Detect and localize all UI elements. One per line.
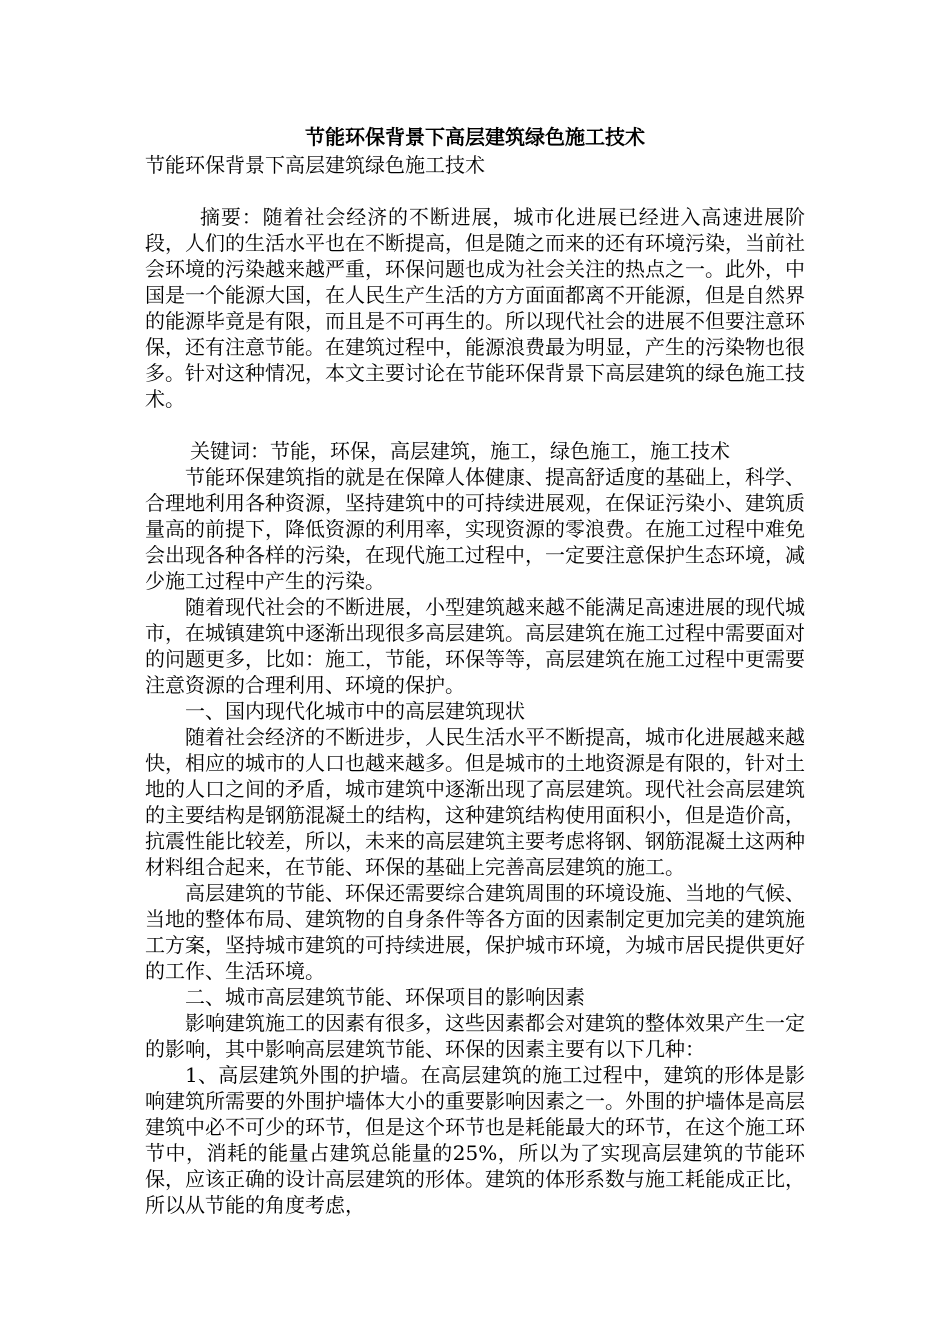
body-paragraph: 随着社会经济的不断进步，人民生活水平不断提高，城市化进展越来越快，相应的城市的人口也越来越多。但是城市的土地资源是有限的，针对土地的人口之间的矛盾，城市建筑中逐渐出现了高层建筑。现代社会高层建筑的主要结构是钢筋混凝土的结构，这种建筑结构使用面积小，但是造价高，抗震性能比较差，所以，未来的高层建筑主要考虑将钢、钢筋混凝土这两种材料组合起来，在节能、环保的基础上完善高层建筑的施工。	[145, 725, 805, 879]
body-paragraph: 节能环保建筑指的就是在保障人体健康、提高舒适度的基础上，科学、合理地利用各种资源，坚持建筑中的可持续进展观，在保证污染小、建筑质量高的前提下，降低资源的利用率，实现资源的零浪费。在施工过程中难免会出现各种各样的污染，在现代施工过程中，一定要注意保护生态环境，减少施工过程中产生的污染。	[145, 465, 805, 593]
body-paragraph: 影响建筑施工的因素有很多，这些因素都会对建筑的整体效果产生一定的影响，其中影响高层建筑节能、环保的因素主要有以下几种：	[145, 1011, 805, 1061]
document-page	[145, 122, 805, 1218]
section-heading: 二、城市高层建筑节能、环保项目的影响因素	[185, 985, 585, 1009]
abstract-paragraph: 摘要：随着社会经济的不断进展，城市化进展已经进入高速进展阶段，人们的生活水平也在不断提高，但是随之而来的还有环境污染，当前社会环境的污染越来越严重，环保问题也成为社会关注的热点之一。此外，中国是一个能源大国，在人民生产生活的方方面面都离不开能源，但是自然界的能源毕竟是有限，而且是不可再生的。所以现代社会的进展不但要注意环保，还有注意节能。在建筑过程中，能源浪费最为明显，产生的污染物也很多。针对这种情况，本文主要讨论在节能环保背景下高层建筑的绿色施工技术。	[145, 205, 805, 411]
body-paragraph: 1、高层建筑外围的护墙。在高层建筑的施工过程中，建筑的形体是影响建筑所需要的外围护墙体大小的重要影响因素之一。外围的护墙体是高层建筑中必不可少的环节，但是这个环节也是耗能最大的环节，在这个施工环节中，消耗的能量占建筑总能量的25%，所以为了实现高层建筑的节能环保，应该正确的设计高层建筑的形体。建筑的体形系数与施工耗能成正比，所以从节能的角度考虑，	[145, 1063, 805, 1217]
body-paragraph: 随着现代社会的不断进展，小型建筑越来越不能满足高速进展的现代城市，在城镇建筑中逐渐出现很多高层建筑。高层建筑在施工过程中需要面对的问题更多，比如：施工，节能，环保等等，高层建筑在施工过程中更需要注意资源的合理利用、环境的保护。	[145, 595, 805, 697]
body-paragraph: 高层建筑的节能、环保还需要综合建筑周围的环境设施、当地的气候、当地的整体布局、建筑物的自身条件等各方面的因素制定更加完美的建筑施工方案，坚持城市建筑的可持续进展，保护城市环境，为城市居民提供更好的工作、生活环境。	[145, 881, 805, 983]
blank-line	[145, 178, 805, 204]
blank-line	[145, 412, 805, 438]
document-subtitle: 节能环保背景下高层建筑绿色施工技术	[145, 153, 485, 177]
keywords-line: 关键词：节能，环保，高层建筑，施工，绿色施工，施工技术	[190, 439, 730, 463]
document-title: 节能环保背景下高层建筑绿色施工技术	[305, 125, 645, 149]
section-heading: 一、国内现代化城市中的高层建筑现状	[185, 699, 525, 723]
